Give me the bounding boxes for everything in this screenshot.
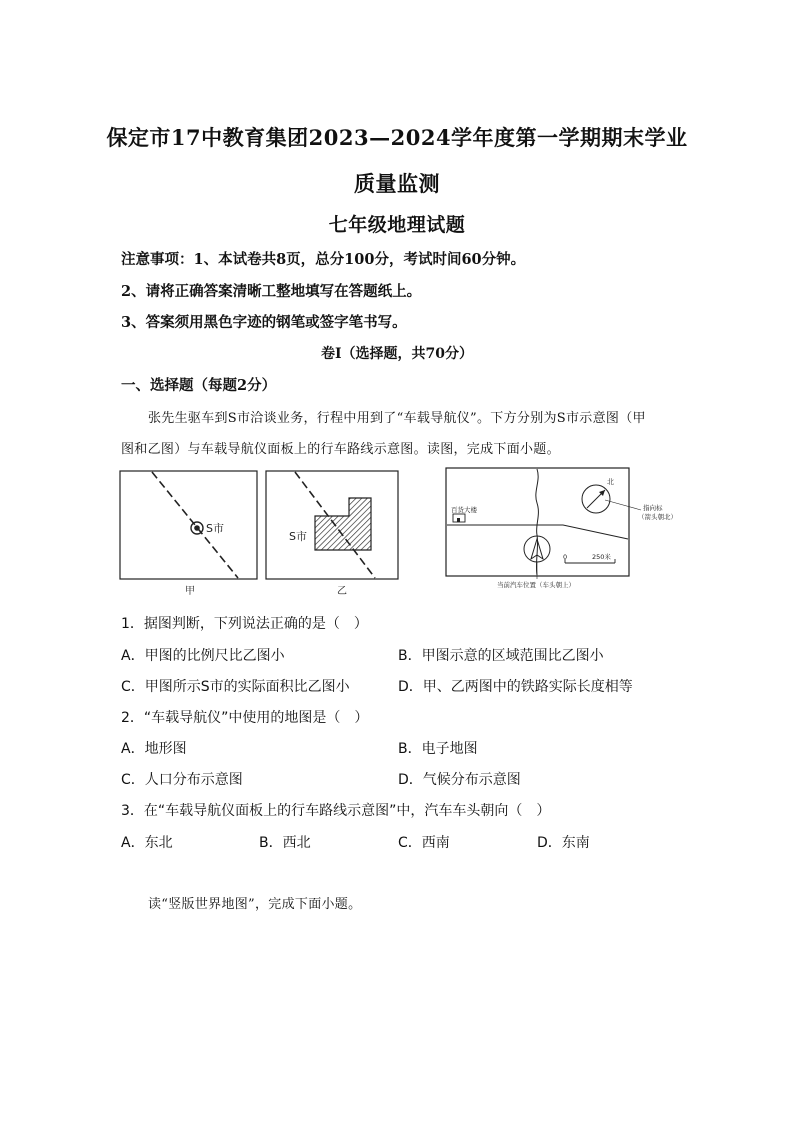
question-2-stem: 2．“车载导航仪”中使用的地图是（ ） (121, 710, 369, 726)
exam-title-line1: 保定市17中教育集团2023—2024学年度第一学期期末学业 (106, 125, 688, 150)
question-3-option-b: B．西北 (259, 835, 311, 851)
nav-scale-value: 250米 (592, 553, 611, 561)
map-jia-caption: 甲 (185, 586, 195, 597)
map-jia-frame (120, 471, 257, 579)
exam-title-line2: 质量监测 (354, 171, 440, 196)
nav-building-label: 百货大楼 (451, 506, 477, 514)
map-yi-city-label: S市 (289, 530, 307, 543)
question-1-option-c: C．甲图所示S市的实际面积比乙图小 (121, 679, 350, 695)
question-3-stem: 3．在“车载导航仪面板上的行车路线示意图”中，汽车车头朝向（ ） (121, 803, 551, 819)
question-1-option-b: B．甲图示意的区域范围比乙图小 (398, 648, 604, 664)
map-yi-caption: 乙 (337, 586, 347, 597)
exam-subtitle: 七年级地理试题 (328, 214, 466, 236)
map-yi (265, 470, 405, 600)
note-line-2: 2、请将正确答案清晰工整地填写在答题纸上。 (121, 283, 422, 300)
question-3-option-d: D．东南 (537, 835, 590, 851)
nav-car-label: 当前汽车位置（车头朝上） (497, 581, 575, 589)
map-jia-city-label: S市 (206, 522, 224, 535)
city-symbol-center (194, 525, 200, 531)
part1-heading: 卷Ⅰ（选择题，共70分） (320, 346, 474, 362)
nav-pointer-label-1: 指向标 (643, 504, 663, 512)
intro-line-1: 张先生驱车到S市洽谈业务，行程中用到了“车载导航仪”。下方分别为S市示意图（甲 (148, 411, 646, 426)
nav-scale-zero: 0 (563, 553, 568, 561)
question-2-option-d: D．气候分布示意图 (398, 772, 521, 788)
building-door (457, 518, 460, 522)
question-2-option-b: B．电子地图 (398, 741, 478, 757)
nav-pointer-label-2: （箭头朝北） (638, 513, 677, 521)
question-2-option-a: A．地形图 (121, 741, 187, 757)
nav-route-map (445, 467, 685, 593)
note-line-3: 3、答案须用黑色字迹的钢笔或签字笔书写。 (121, 314, 407, 331)
question-3-option-a: A．东北 (121, 835, 173, 851)
question-1-option-d: D．甲、乙两图中的铁路实际长度相等 (398, 679, 633, 695)
intro-line-2: 图和乙图）与车载导航仪面板上的行车路线示意图。读图，完成下面小题。 (121, 442, 560, 457)
nav-north-label: 北 (607, 478, 614, 486)
next-intro: 读“竖版世界地图”，完成下面小题。 (148, 897, 362, 912)
question-1-option-a: A．甲图的比例尺比乙图小 (121, 648, 285, 664)
section1-heading: 一、选择题（每题2分） (121, 377, 277, 394)
map-jia (119, 470, 259, 600)
question-1-stem: 1．据图判断，下列说法正确的是（ ） (121, 616, 368, 632)
question-2-option-c: C．人口分布示意图 (121, 772, 243, 788)
note-line-1: 注意事项：1、本试卷共8页，总分100分，考试时间60分钟。 (121, 251, 526, 268)
question-3-option-c: C．西南 (398, 835, 450, 851)
